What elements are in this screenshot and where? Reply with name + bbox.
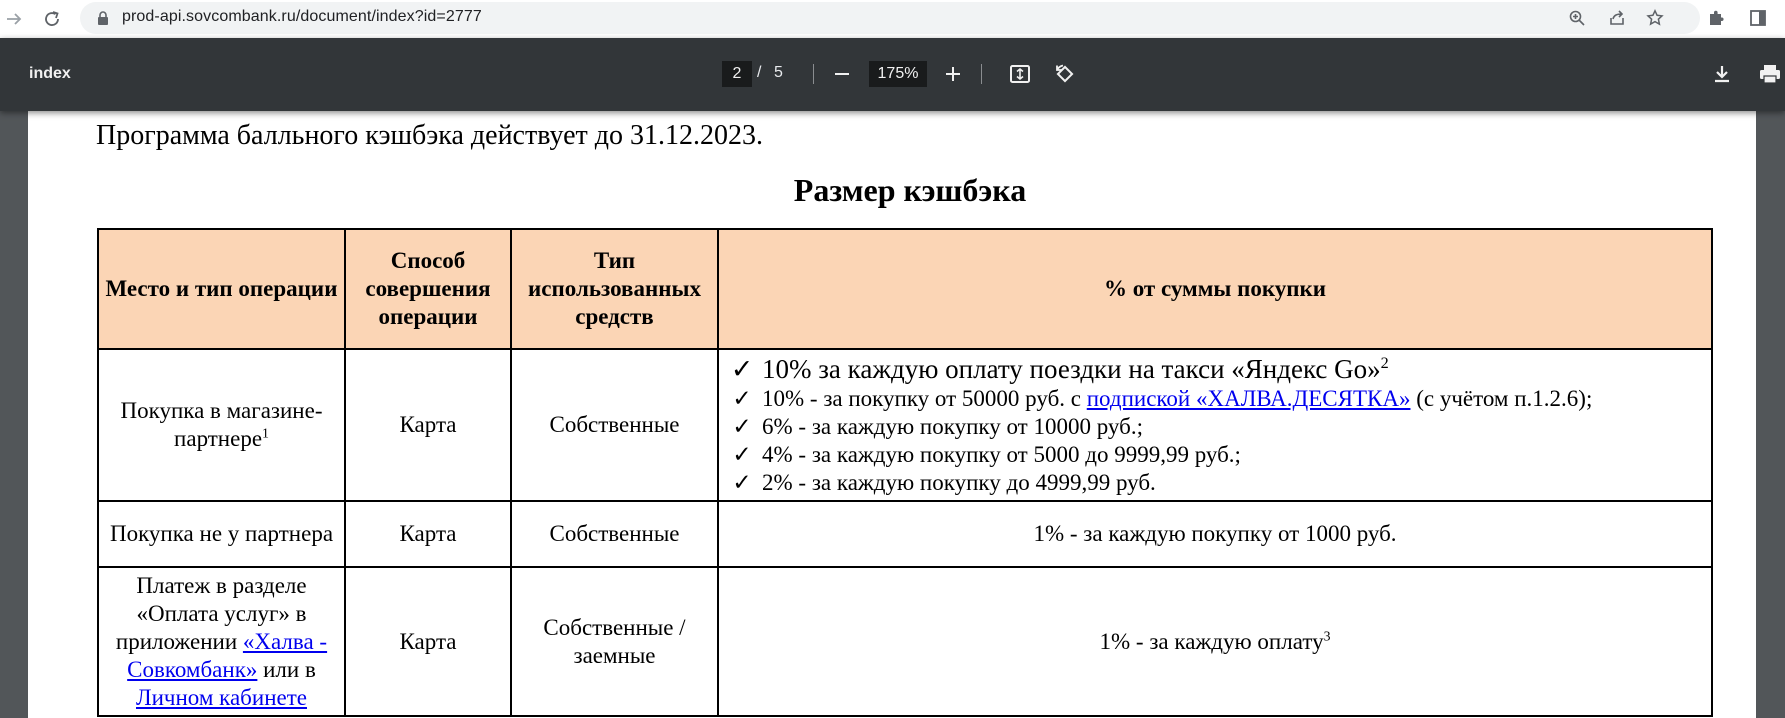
table-row (98, 567, 1712, 716)
cell-place (98, 567, 345, 716)
header-funds: Тип использованных средств (511, 229, 718, 349)
rate-text: 2% - за каждую покупку до 4999,99 руб. (762, 470, 1156, 495)
table-row (98, 501, 1712, 567)
checkmark-icon: ✓ (732, 386, 752, 411)
rotate-icon[interactable] (1053, 62, 1077, 86)
cashback-heading: Размер кэшбэка (793, 172, 1027, 208)
extensions-puzzle-icon[interactable] (1706, 8, 1726, 28)
header-method: Способ совершения операции (345, 229, 511, 349)
reload-icon[interactable] (42, 9, 62, 29)
cell-method: Карта (345, 501, 511, 567)
footnote-mark: 3 (1323, 627, 1331, 643)
percent-text: 1% - за каждую оплату (1099, 628, 1324, 654)
cell-funds: Собственные (511, 501, 718, 567)
lock-icon[interactable] (96, 11, 110, 25)
cell-funds: Собственные (511, 349, 718, 501)
cell-percent-list (718, 349, 1712, 501)
halva-app-link[interactable]: «Халва - Совкомбанк» (127, 628, 328, 682)
table-header-row (98, 229, 1712, 349)
download-icon[interactable] (1710, 62, 1734, 86)
cell-method: Карта (345, 349, 511, 501)
zoom-level-input[interactable]: 175% (869, 61, 927, 87)
rate-text: (с учётом п.1.2.6); (1410, 386, 1593, 411)
header-place: Место и тип операции (98, 229, 345, 349)
footnote-mark: 2 (1380, 354, 1389, 372)
rate-text: 4% - за каждую покупку от 5000 до 9999,99 руб.; (762, 442, 1241, 467)
cell-percent (718, 567, 1712, 716)
fit-page-icon[interactable] (1008, 62, 1032, 86)
place-text: Платеж в разделе «Оплата услуг» в приложении (115, 572, 307, 654)
pdf-toolbar (0, 38, 1785, 111)
document-title: index (29, 65, 71, 82)
checkmark-icon: ✓ (732, 470, 752, 495)
footnote-mark: 1 (262, 425, 269, 441)
checkmark-icon: ✓ (730, 354, 754, 384)
toolbar-divider (813, 64, 814, 84)
subscription-link[interactable]: подпиской «ХАЛВА.ДЕСЯТКА» (1086, 386, 1411, 411)
place-text: или в (257, 656, 316, 682)
page-total: 5 (774, 64, 783, 81)
cell-funds: Собственные / заемные (511, 567, 718, 716)
list-item (722, 385, 1708, 413)
rate-text: 10% - за покупку от 50000 руб. с (762, 386, 1087, 411)
print-icon[interactable] (1758, 62, 1782, 86)
cell-method: Карта (345, 567, 511, 716)
share-icon[interactable] (1608, 9, 1626, 27)
zoom-icon[interactable] (1568, 9, 1586, 27)
program-validity-text: Программа балльного кэшбэка действует до 31.12.2023. (96, 120, 764, 151)
cell-place: Покупка не у партнера (98, 501, 345, 567)
list-item (722, 441, 1708, 469)
personal-account-link[interactable]: Личном кабинете (136, 684, 307, 710)
cashback-table (97, 228, 1713, 717)
pdf-page (28, 111, 1756, 718)
page-separator: / (757, 64, 762, 81)
place-text: Покупка в магазине-партнере (120, 398, 323, 451)
zoom-in-icon[interactable] (941, 62, 965, 86)
list-item (722, 469, 1708, 497)
sidepanel-icon[interactable] (1748, 8, 1768, 28)
page-number-input[interactable]: 2 (722, 61, 752, 87)
toolbar-divider (981, 64, 982, 84)
cell-place (98, 349, 345, 501)
address-bar[interactable] (80, 2, 1700, 34)
zoom-out-icon[interactable] (830, 62, 854, 86)
table-row (98, 349, 1712, 501)
cashback-rates-list (722, 353, 1708, 497)
rate-text: 10% за каждую оплату поездки на такси «Яндекс Go» (762, 354, 1381, 384)
rate-text: 6% - за каждую покупку от 10000 руб.; (762, 414, 1143, 439)
cell-percent: 1% - за каждую покупку от 1000 руб. (718, 501, 1712, 567)
list-item (722, 353, 1708, 385)
browser-toolbar (0, 0, 1785, 38)
header-percent: % от суммы покупки (718, 229, 1712, 349)
url-text[interactable]: prod-api.sovcombank.ru/document/index?id=2777 (122, 8, 482, 25)
bookmark-star-icon[interactable] (1646, 9, 1664, 27)
checkmark-icon: ✓ (732, 414, 752, 439)
list-item (722, 413, 1708, 441)
arrow-forward-icon[interactable] (4, 9, 24, 29)
checkmark-icon: ✓ (732, 442, 752, 467)
